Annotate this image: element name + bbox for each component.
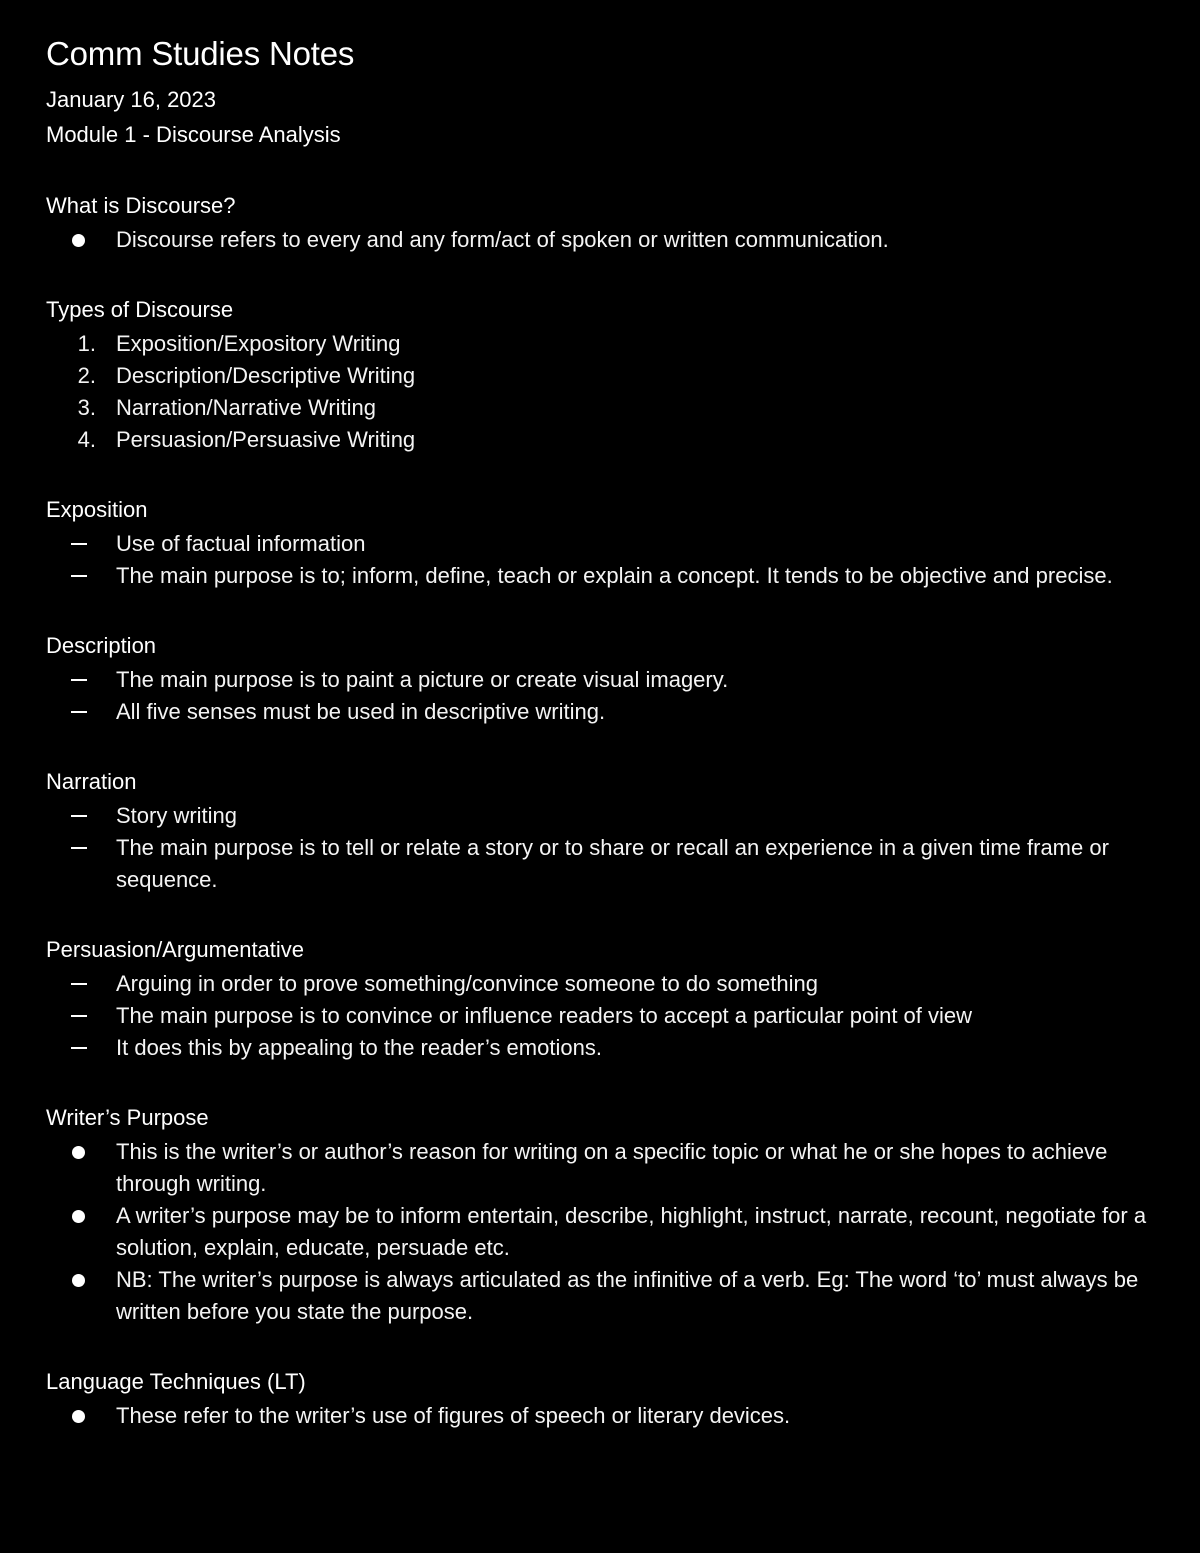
list-item [46, 1032, 1154, 1064]
section-language-techniques [46, 1365, 1154, 1432]
section-heading: Persuasion/Argumentative [46, 937, 305, 962]
bullet-list [46, 1400, 1154, 1432]
dash-icon [46, 560, 116, 592]
dash-icon [46, 664, 116, 696]
section-heading: Exposition [46, 497, 148, 522]
list-item [46, 1264, 1154, 1328]
dash-icon [46, 832, 116, 864]
list-item [46, 696, 1154, 728]
list-number: 1. [77, 331, 96, 356]
section-heading: Description [46, 633, 157, 658]
list-item-text: Persuasion/Persuasive Writing [116, 427, 416, 452]
list-number: 2. [77, 363, 96, 388]
list-item-text: A writer’s purpose may be to inform entertain, describe, highlight, instruct, narrate, recount, negotiate for a solution, explain, educate, persuade etc. [116, 1203, 1147, 1260]
list-item-text: NB: The writer’s purpose is always articulated as the infinitive of a verb. Eg: The word ‘to’ must always be written before you state the purpose. [116, 1267, 1139, 1324]
list-item [46, 832, 1154, 896]
list-item-text: These refer to the writer’s use of figures of speech or literary devices. [116, 1403, 791, 1428]
list-item [46, 800, 1154, 832]
list-item [46, 328, 1154, 360]
list-item-text: Arguing in order to prove something/convince someone to do something [116, 971, 818, 996]
list-item-text: Exposition/Expository Writing [116, 331, 401, 356]
dash-list [46, 800, 1154, 896]
list-item-text: The main purpose is to paint a picture or create visual imagery. [116, 667, 729, 692]
list-item-text: Description/Descriptive Writing [116, 363, 416, 388]
section-heading: What is Discourse? [46, 193, 236, 218]
numbered-list [46, 328, 1154, 456]
list-item-text: This is the writer’s or author’s reason for writing on a specific topic or what he or she hopes to achieve through writing. [116, 1139, 1108, 1196]
bullet-icon [46, 224, 116, 256]
dash-icon [46, 968, 116, 1000]
list-item-text: The main purpose is to; inform, define, teach or explain a concept. It tends to be objective and precise. [116, 563, 1113, 588]
page-title: Comm Studies Notes [46, 35, 355, 72]
list-number: 3. [77, 395, 96, 420]
list-item [46, 1000, 1154, 1032]
section-heading: Writer’s Purpose [46, 1105, 209, 1130]
list-item [46, 392, 1154, 424]
list-item [46, 664, 1154, 696]
bullet-icon [46, 1264, 116, 1296]
list-item [46, 224, 1154, 256]
section-heading: Narration [46, 769, 137, 794]
section-what-is-discourse [46, 189, 1154, 256]
dash-icon [46, 1032, 116, 1064]
list-item-text: The main purpose is to convince or influence readers to accept a particular point of view [116, 1003, 973, 1028]
list-item-text: Discourse refers to every and any form/act of spoken or written communication. [116, 227, 889, 252]
dash-list [46, 968, 1154, 1064]
section-exposition [46, 493, 1154, 592]
list-item [46, 1136, 1154, 1200]
dash-list [46, 664, 1154, 728]
list-item-text: The main purpose is to tell or relate a story or to share or recall an experience in a given time frame or sequence. [116, 835, 1109, 892]
bullet-icon [46, 1136, 116, 1168]
list-item [46, 968, 1154, 1000]
section-narration [46, 765, 1154, 896]
list-item [46, 360, 1154, 392]
dash-icon [46, 800, 116, 832]
bullet-icon [46, 1400, 116, 1432]
section-heading: Types of Discourse [46, 297, 234, 322]
section-types-of-discourse [46, 293, 1154, 456]
list-item-text: It does this by appealing to the reader’s emotions. [116, 1035, 602, 1060]
list-item [46, 560, 1154, 592]
dash-list [46, 528, 1154, 592]
list-item [46, 528, 1154, 560]
dash-icon [46, 1000, 116, 1032]
bullet-list [46, 224, 1154, 256]
dash-icon [46, 528, 116, 560]
list-item [46, 1200, 1154, 1264]
list-item [46, 1400, 1154, 1432]
section-writers-purpose [46, 1101, 1154, 1328]
list-item-text: All five senses must be used in descriptive writing. [116, 699, 606, 724]
section-persuasion [46, 933, 1154, 1064]
list-item-text: Story writing [116, 803, 238, 828]
bullet-icon [46, 1200, 116, 1232]
list-number: 4. [77, 427, 96, 452]
section-description [46, 629, 1154, 728]
note-date: January 16, 2023 [46, 87, 217, 112]
bullet-list [46, 1136, 1154, 1328]
list-item [46, 424, 1154, 456]
dash-icon [46, 696, 116, 728]
module-title: Module 1 - Discourse Analysis [46, 122, 341, 147]
list-item-text: Narration/Narrative Writing [116, 395, 377, 420]
list-item-text: Use of factual information [116, 531, 366, 556]
section-heading: Language Techniques (LT) [46, 1369, 306, 1394]
